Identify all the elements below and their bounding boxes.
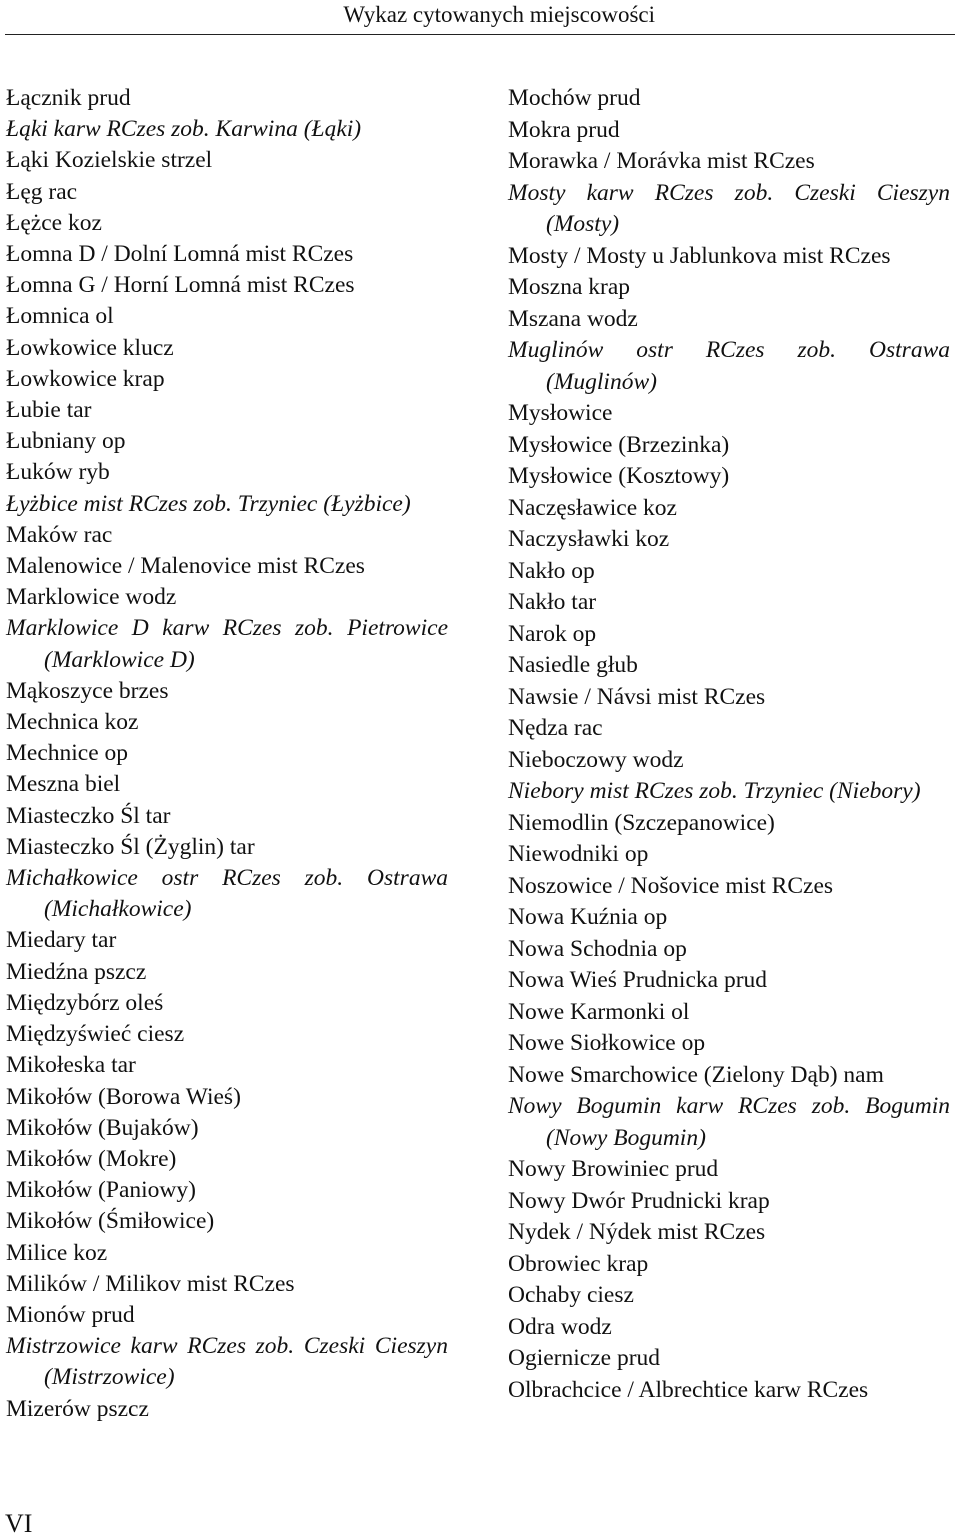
index-entry: Nydek / Nýdek mist RCzes [508, 1219, 766, 1245]
index-entry: Mszana wodz [508, 305, 638, 332]
index-entry: Mikołów (Bujaków) [6, 1114, 199, 1141]
index-entry: Niewodniki op [508, 841, 649, 867]
index-entry-cross-reference: Mosty karw RCzes zob. Czeski Cieszyn (Mosty) [508, 179, 950, 237]
index-entry: Milików / Milikov mist RCzes [6, 1270, 295, 1297]
index-entry: Łubniany op [6, 428, 126, 455]
index-entry: Miedźna pszcz [6, 958, 147, 985]
page-number: VI [5, 1509, 33, 1538]
header-rule [5, 34, 955, 35]
index-entry: Ochaby ciesz [508, 1282, 634, 1308]
index-entry: Mysłowice (Brzezinka) [508, 431, 730, 458]
index-entry: Łącznik prud [6, 85, 131, 111]
index-entry: Odra wodz [508, 1313, 612, 1340]
index-entry: Noszowice / Nošovice mist RCzes [508, 872, 834, 899]
index-entry: Nowa Kuźnia op [508, 904, 668, 930]
index-column-right [508, 83, 950, 1406]
index-entry: Łomnica ol [6, 303, 114, 330]
index-entry: Naczęsławice koz [508, 494, 677, 521]
index-entry-cross-reference: Mistrzowice karw RCzes zob. Czeski Cieszyn (Mistrzowice) [6, 1333, 448, 1391]
index-entry: Łuków ryb [6, 459, 110, 486]
index-entry: Nawsie / Návsi mist RCzes [508, 683, 766, 710]
index-entry: Mionów prud [6, 1301, 135, 1328]
index-entry: Mysłowice (Kosztowy) [508, 463, 730, 489]
index-entry: Międzyświeć ciesz [6, 1021, 185, 1048]
index-entry: Mikołów (Paniowy) [6, 1177, 196, 1204]
index-entry: Nowe Smarchowice (Zielony Dąb) nam [508, 1061, 884, 1088]
index-entry: Mokra prud [508, 116, 620, 143]
index-entry: Mizerów pszcz [6, 1395, 149, 1422]
index-entry: Ogiernicze prud [508, 1345, 661, 1371]
index-entry: Morawka / Morávka mist RCzes [508, 148, 815, 174]
index-entry-cross-reference: Michałkowice ostr RCzes zob. Ostrawa (Michałkowice) [6, 865, 448, 923]
index-entry-cross-reference: Nowy Bogumin karw RCzes zob. Bogumin (Nowy Bogumin) [508, 1093, 950, 1151]
index-entry: Łomna D / Dolní Lomná mist RCzes [6, 241, 354, 268]
index-entry: Nakło tar [508, 589, 597, 615]
index-entry-cross-reference: Muglinów ostr RCzes zob. Ostrawa (Muglinów) [508, 337, 950, 395]
index-entry: Nowy Browiniec prud [508, 1156, 719, 1182]
index-entry: Mosty / Mosty u Jablunkova mist RCzes [508, 242, 891, 269]
index-entry: Nędza rac [508, 715, 603, 741]
index-entry: Mechnice op [6, 740, 129, 767]
index-entry: Mikołów (Śmiłowice) [6, 1208, 215, 1235]
index-entry: Miasteczko Śl tar [6, 802, 171, 829]
index-entry: Nowa Wieś Prudnicka prud [508, 967, 768, 993]
index-entry: Mikołów (Borowa Wieś) [6, 1083, 241, 1110]
index-entry: Mochów prud [508, 85, 641, 111]
index-entry: Łąki Kozielskie strzel [6, 147, 213, 174]
index-entry: Narok op [508, 620, 597, 647]
index-column-left [6, 83, 448, 1425]
index-entry: Marklowice wodz [6, 584, 177, 611]
index-entry: Mysłowice [508, 400, 613, 426]
index-entry: Nowa Schodnia op [508, 935, 687, 962]
index-entry: Nowe Karmonki ol [508, 998, 690, 1025]
index-entry: Mąkoszyce brzes [6, 677, 169, 704]
index-entry: Łomna G / Horní Lomná mist RCzes [6, 272, 355, 299]
index-entry: Obrowiec krap [508, 1250, 649, 1277]
index-entry: Olbrachcice / Albrechtice karw RCzes [508, 1376, 869, 1403]
index-entry: Miasteczko Śl (Żyglin) tar [6, 833, 255, 860]
index-entry: Meszna biel [6, 771, 121, 798]
index-entry: Maków rac [6, 521, 113, 548]
index-entry: Niemodlin (Szczepanowice) [508, 809, 775, 836]
index-entry: Miedary tar [6, 927, 117, 954]
index-entry: Łowkowice krap [6, 365, 165, 392]
index-entry-cross-reference: Marklowice D karw RCzes zob. Pietrowice (Marklowice D) [6, 615, 448, 673]
index-entry: Malenowice / Malenovice mist RCzes [6, 553, 365, 580]
index-entry: Łubie tar [6, 397, 92, 424]
index-entry: Nowe Siołkowice op [508, 1030, 706, 1056]
index-entry: Mechnica koz [6, 709, 139, 736]
index-entry: Nieboczowy wodz [508, 746, 684, 773]
index-entry: Łowkowice klucz [6, 334, 174, 361]
running-header-title: Wykaz cytowanych miejscowości [343, 2, 655, 27]
index-entry-cross-reference: Łyżbice mist RCzes zob. Trzyniec (Łyżbice) [6, 490, 411, 517]
index-entry-cross-reference: Niebory mist RCzes zob. Trzyniec (Niebory) [508, 778, 921, 804]
index-entry: Łęg rac [6, 178, 78, 205]
index-entry: Naczysławki koz [508, 526, 670, 552]
index-entry: Nasiedle głub [508, 652, 638, 678]
index-entry: Nowy Dwór Prudnicki krap [508, 1187, 770, 1214]
index-entry-cross-reference: Łąki karw RCzes zob. Karwina (Łąki) [6, 116, 362, 143]
index-entry: Nakło op [508, 557, 595, 584]
index-entry: Mikołeska tar [6, 1052, 136, 1079]
index-entry: Moszna krap [508, 274, 631, 300]
index-entry: Łężce koz [6, 209, 102, 236]
index-entry: Mikołów (Mokre) [6, 1145, 177, 1172]
index-entry: Milice koz [6, 1239, 108, 1266]
index-entry: Międzybórz oleś [6, 989, 164, 1016]
